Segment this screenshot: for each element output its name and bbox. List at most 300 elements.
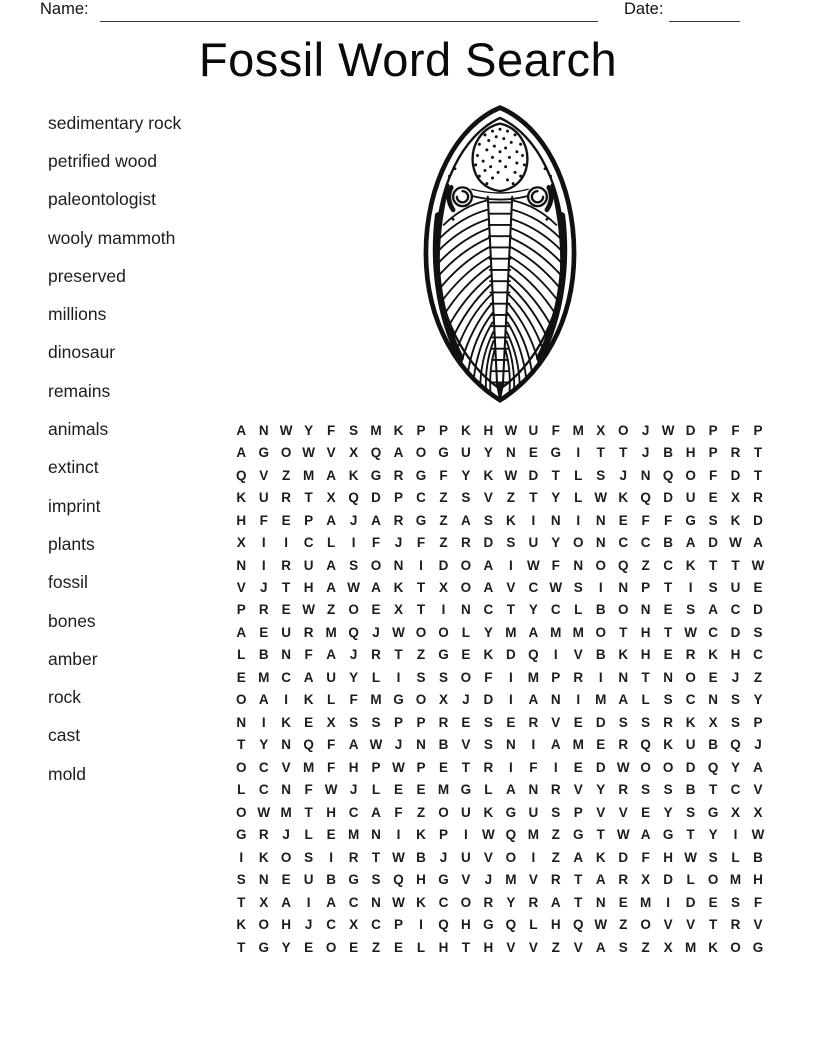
grid-letter: O — [595, 557, 606, 573]
grid-letter: D — [708, 535, 718, 551]
word-list-item: plants — [48, 533, 95, 554]
grid-letter: O — [348, 602, 359, 618]
grid-letter: S — [483, 714, 493, 730]
grid-letter: O — [662, 759, 674, 775]
grid-letter: Q — [528, 647, 539, 663]
grid-letter: N — [550, 692, 561, 708]
grid-letter: K — [685, 557, 696, 573]
grid-letter: I — [396, 827, 401, 843]
grid-letter: G — [258, 445, 269, 461]
grid-letter: I — [531, 512, 536, 528]
grid-letter: R — [438, 714, 449, 730]
grid-letter: Z — [439, 490, 448, 506]
grid-letter: F — [371, 535, 381, 551]
grid-letter: I — [508, 692, 513, 708]
grid-letter: S — [708, 580, 718, 596]
grid-letter: N — [640, 467, 651, 483]
grid-letter: M — [303, 467, 315, 483]
grid-letter: E — [663, 602, 673, 618]
grid-letter: V — [686, 917, 696, 933]
grid-letter: C — [685, 692, 696, 708]
grid-letter: J — [372, 624, 380, 640]
grid-letter: G — [752, 939, 764, 955]
grid-letter: T — [529, 490, 538, 506]
grid-letter: S — [686, 804, 696, 820]
grid-letter: R — [685, 647, 696, 663]
grid-letter: Y — [731, 759, 741, 775]
grid-letter: V — [483, 849, 493, 865]
grid-letter: R — [393, 512, 404, 528]
grid-letter: T — [551, 467, 560, 483]
grid-letter: T — [574, 872, 583, 888]
grid-letter: Z — [506, 490, 515, 506]
grid-letter: W — [482, 827, 495, 843]
grid-letter: P — [394, 917, 404, 933]
grid-letter: I — [688, 580, 693, 596]
grid-letter: V — [573, 782, 583, 798]
grid-letter: M — [572, 422, 584, 438]
grid-letter: D — [528, 467, 539, 483]
grid-letter: I — [419, 557, 423, 573]
word-list-item: bones — [48, 610, 96, 631]
grid-letter: E — [326, 827, 336, 843]
grid-letter: I — [329, 849, 333, 865]
grid-letter: C — [348, 804, 359, 820]
grid-letter: V — [596, 804, 606, 820]
grid-letter: S — [371, 872, 381, 888]
grid-letter: X — [641, 872, 651, 888]
grid-letter: O — [617, 602, 629, 618]
word-list-item: sedimentary rock — [48, 112, 182, 133]
grid-letter: L — [574, 490, 583, 506]
grid-letter: O — [280, 445, 292, 461]
grid-letter: M — [729, 872, 742, 888]
grid-letter: M — [280, 804, 292, 820]
grid-letter: R — [528, 894, 539, 910]
grid-letter: B — [416, 849, 426, 865]
grid-letter: Q — [730, 737, 741, 753]
grid-letter: V — [551, 714, 561, 730]
grid-letter: A — [550, 737, 561, 753]
grid-letter: A — [618, 692, 629, 708]
grid-letter: O — [460, 580, 472, 596]
grid-letter: D — [685, 759, 696, 775]
grid-letter: Y — [461, 467, 471, 483]
grid-letter: A — [326, 647, 336, 663]
grid-letter: C — [730, 602, 741, 618]
grid-letter: S — [663, 692, 673, 708]
grid-letter: U — [326, 669, 336, 685]
grid-letter: K — [708, 939, 718, 955]
grid-letter: P — [416, 422, 426, 438]
grid-letter: T — [664, 624, 673, 640]
grid-letter: V — [753, 917, 763, 933]
grid-letter: E — [461, 714, 471, 730]
grid-letter: A — [753, 535, 763, 551]
grid-letter: X — [326, 490, 336, 506]
grid-letter: C — [708, 624, 718, 640]
grid-letter: V — [483, 490, 493, 506]
grid-letter: W — [257, 804, 271, 820]
grid-letter: L — [686, 872, 695, 888]
name-input-line[interactable] — [100, 2, 598, 22]
word-list-item: paleontologist — [48, 189, 156, 210]
grid-letter: V — [573, 939, 583, 955]
grid-letter: H — [640, 647, 651, 663]
grid-letter: F — [326, 737, 336, 753]
grid-letter: M — [505, 872, 517, 888]
grid-letter: O — [258, 917, 269, 933]
grid-letter: P — [304, 512, 314, 528]
grid-letter: Y — [753, 692, 763, 708]
grid-letter: Q — [348, 490, 359, 506]
grid-letter: T — [461, 939, 471, 955]
grid-letter: L — [416, 939, 426, 955]
grid-letter: S — [708, 849, 718, 865]
grid-letter: E — [573, 759, 583, 775]
grid-letter: M — [527, 669, 539, 685]
grid-letter: C — [326, 917, 336, 933]
grid-letter: O — [235, 692, 247, 708]
grid-letter: O — [460, 669, 472, 685]
grid-letter: H — [663, 849, 674, 865]
grid-letter: F — [394, 804, 403, 820]
grid-letter: T — [237, 737, 246, 753]
grid-letter: H — [550, 917, 561, 933]
grid-letter: D — [595, 714, 606, 730]
grid-letter: O — [325, 939, 337, 955]
grid-letter: B — [663, 535, 674, 551]
grid-letter: L — [641, 692, 650, 708]
grid-letter: Z — [416, 804, 426, 820]
grid-letter: U — [730, 580, 741, 596]
grid-letter: T — [753, 467, 763, 483]
grid-letter: P — [708, 445, 718, 461]
grid-letter: Q — [573, 917, 584, 933]
grid-letter: W — [616, 827, 630, 843]
grid-letter: E — [528, 445, 538, 461]
word-list-item: fossil — [48, 572, 88, 593]
grid-letter: S — [438, 669, 448, 685]
grid-letter: W — [594, 917, 608, 933]
grid-letter: C — [348, 894, 359, 910]
grid-letter: R — [483, 894, 494, 910]
grid-letter: M — [527, 827, 539, 843]
grid-letter: F — [753, 894, 763, 910]
grid-letter: P — [438, 422, 448, 438]
grid-letter: W — [504, 467, 518, 483]
grid-letter: U — [685, 490, 696, 506]
grid-letter: G — [662, 827, 674, 843]
grid-letter: U — [461, 445, 471, 461]
grid-letter: R — [528, 714, 539, 730]
word-list-item: extinct — [48, 457, 99, 478]
grid-letter: O — [280, 849, 292, 865]
grid-letter: I — [284, 692, 289, 708]
grid-letter: N — [371, 894, 381, 910]
grid-letter: E — [394, 782, 404, 798]
grid-letter: K — [236, 917, 247, 933]
grid-letter: N — [595, 512, 606, 528]
grid-letter: E — [596, 737, 606, 753]
grid-letter: H — [303, 580, 314, 596]
grid-letter: K — [416, 827, 426, 843]
grid-letter: B — [258, 647, 269, 663]
grid-letter: R — [281, 490, 292, 506]
grid-letter: I — [351, 535, 356, 551]
grid-letter: F — [529, 759, 538, 775]
grid-letter: K — [303, 692, 314, 708]
grid-letter: T — [619, 624, 628, 640]
grid-letter: K — [461, 422, 471, 438]
grid-letter: B — [753, 849, 763, 865]
grid-letter: X — [731, 490, 741, 506]
grid-letter: G — [235, 827, 247, 843]
grid-letter: W — [684, 849, 697, 865]
grid-letter: J — [439, 849, 448, 865]
grid-letter: H — [753, 872, 763, 888]
grid-letter: S — [663, 782, 673, 798]
grid-letter: R — [281, 557, 292, 573]
grid-letter: H — [483, 939, 494, 955]
grid-letter: D — [663, 490, 674, 506]
grid-letter: J — [349, 512, 358, 528]
grid-letter: M — [572, 737, 584, 753]
grid-letter: R — [550, 782, 561, 798]
grid-letter: G — [393, 692, 404, 708]
grid-letter: F — [708, 467, 718, 483]
date-input-line[interactable] — [669, 2, 740, 22]
grid-letter: I — [261, 557, 266, 573]
grid-letter: O — [235, 759, 247, 775]
page-title: Fossil Word Search — [198, 33, 618, 86]
grid-letter: M — [303, 759, 315, 775]
grid-letter: W — [324, 782, 338, 798]
grid-letter: S — [236, 872, 246, 888]
grid-letter: P — [394, 490, 404, 506]
grid-letter: N — [595, 894, 606, 910]
grid-letter: F — [416, 535, 426, 551]
grid-letter: E — [663, 647, 673, 663]
grid-letter: I — [576, 692, 581, 708]
grid-letter: T — [282, 580, 291, 596]
grid-letter: F — [641, 512, 650, 528]
grid-letter: Y — [483, 445, 493, 461]
grid-letter: A — [258, 692, 269, 708]
grid-letter: Q — [505, 917, 517, 933]
grid-letter: H — [461, 917, 471, 933]
grid-letter: N — [550, 512, 561, 528]
grid-letter: P — [438, 827, 448, 843]
grid-letter: E — [438, 759, 448, 775]
grid-letter: J — [349, 647, 358, 663]
grid-letter: S — [349, 557, 359, 573]
grid-letter: W — [729, 535, 742, 551]
grid-letter: D — [505, 647, 516, 663]
grid-letter: E — [281, 602, 291, 618]
grid-letter: H — [281, 917, 292, 933]
grid-letter: A — [326, 894, 336, 910]
grid-letter: J — [349, 782, 358, 798]
grid-letter: B — [595, 647, 606, 663]
grid-letter: S — [483, 737, 493, 753]
grid-letter: D — [730, 467, 741, 483]
grid-letter: Z — [416, 647, 426, 663]
grid-letter: L — [304, 827, 313, 843]
grid-letter: Q — [640, 737, 651, 753]
grid-letter: T — [237, 939, 246, 955]
grid-letter: I — [531, 849, 536, 865]
grid-letter: Q — [370, 445, 382, 461]
grid-letter: C — [438, 894, 449, 910]
grid-letter: M — [370, 692, 382, 708]
grid-letter: D — [753, 512, 763, 528]
grid-letter: I — [306, 894, 311, 910]
grid-letter: U — [258, 490, 269, 506]
grid-letter: O — [415, 445, 427, 461]
grid-letter: H — [438, 939, 449, 955]
grid-letter: K — [483, 467, 494, 483]
grid-letter: P — [753, 422, 763, 438]
grid-letter: T — [596, 445, 605, 461]
grid-letter: R — [258, 827, 269, 843]
grid-letter: T — [708, 557, 718, 573]
grid-letter: Q — [438, 917, 449, 933]
grid-letter: E — [304, 939, 314, 955]
grid-letter: A — [326, 467, 336, 483]
grid-letter: F — [641, 849, 650, 865]
grid-letter: C — [416, 490, 426, 506]
grid-letter: V — [259, 467, 269, 483]
grid-letter: I — [508, 557, 513, 573]
grid-letter: R — [753, 490, 763, 506]
grid-letter: X — [708, 714, 718, 730]
grid-letter: R — [258, 602, 269, 618]
grid-letter: L — [574, 602, 583, 618]
grid-letter: A — [595, 939, 606, 955]
grid-letter: K — [258, 849, 269, 865]
grid-letter: P — [641, 580, 651, 596]
grid-letter: A — [371, 580, 381, 596]
grid-letter: I — [261, 535, 266, 551]
grid-letter: Y — [596, 782, 606, 798]
grid-letter: L — [326, 535, 336, 551]
grid-letter: R — [730, 917, 741, 933]
grid-letter: E — [618, 894, 628, 910]
grid-letter: H — [685, 445, 696, 461]
date-label: Date: — [624, 0, 664, 18]
grid-letter: M — [437, 782, 450, 798]
grid-letter: O — [460, 557, 472, 573]
grid-letter: I — [576, 445, 581, 461]
grid-letter: H — [640, 624, 651, 640]
grid-letter: F — [259, 512, 268, 528]
grid-letter: N — [258, 422, 269, 438]
grid-letter: Y — [304, 422, 314, 438]
grid-letter: U — [281, 624, 292, 640]
grid-letter: A — [550, 894, 561, 910]
grid-letter: W — [526, 557, 540, 573]
grid-letter: I — [553, 647, 558, 663]
grid-letter: Z — [551, 939, 560, 955]
grid-letter: Q — [393, 872, 404, 888]
grid-letter: T — [506, 602, 515, 618]
grid-letter: W — [549, 580, 563, 596]
grid-letter: F — [551, 557, 560, 573]
grid-letter: E — [236, 669, 246, 685]
grid-letter: Q — [662, 467, 674, 483]
grid-letter: H — [236, 512, 247, 528]
grid-letter: R — [618, 782, 629, 798]
word-list-item: petrified wood — [48, 150, 157, 171]
grid-letter: I — [464, 827, 468, 843]
grid-letter: Q — [235, 467, 247, 483]
grid-letter: A — [483, 580, 494, 596]
name-label: Name: — [40, 0, 89, 18]
grid-letter: J — [304, 917, 313, 933]
grid-letter: F — [439, 467, 448, 483]
grid-letter: T — [596, 827, 605, 843]
grid-letter: I — [598, 669, 603, 685]
grid-letter: F — [349, 692, 358, 708]
grid-letter: P — [236, 602, 246, 618]
grid-letter: O — [460, 894, 472, 910]
grid-letter: N — [371, 827, 381, 843]
grid-letter: T — [461, 759, 471, 775]
grid-letter: E — [708, 894, 718, 910]
grid-letter: W — [594, 490, 608, 506]
grid-letter: R — [371, 647, 381, 663]
grid-letter: O — [617, 422, 629, 438]
grid-letter: N — [595, 535, 606, 551]
grid-letter: Q — [505, 827, 517, 843]
grid-letter: Q — [707, 759, 719, 775]
grid-letter: P — [394, 714, 404, 730]
grid-letter: N — [528, 782, 539, 798]
grid-letter: V — [461, 737, 471, 753]
grid-letter: H — [326, 804, 336, 820]
grid-letter: I — [666, 894, 671, 910]
grid-letter: L — [731, 849, 740, 865]
grid-letter: L — [529, 917, 538, 933]
grid-letter: Z — [371, 939, 381, 955]
grid-letter: N — [505, 445, 516, 461]
grid-letter: W — [369, 737, 383, 753]
letter-grid[interactable] — [230, 419, 769, 958]
grid-letter: N — [640, 602, 651, 618]
grid-letter: Y — [483, 624, 493, 640]
grid-letter: Y — [663, 804, 673, 820]
grid-letter: G — [438, 445, 449, 461]
grid-letter: W — [392, 894, 405, 910]
grid-letter: X — [438, 692, 448, 708]
grid-letter: N — [505, 737, 516, 753]
grid-letter: O — [370, 557, 382, 573]
grid-letter: E — [281, 872, 291, 888]
grid-letter: G — [415, 512, 427, 528]
grid-letter: T — [416, 602, 426, 618]
grid-letter: O — [438, 804, 449, 820]
grid-letter: J — [282, 827, 290, 843]
grid-letter: Z — [551, 849, 560, 865]
grid-letter: R — [618, 737, 629, 753]
grid-letter: D — [595, 759, 606, 775]
grid-letter: Z — [282, 467, 291, 483]
word-list — [48, 104, 181, 793]
grid-letter: I — [239, 849, 244, 865]
grid-letter: G — [707, 804, 719, 820]
grid-letter: W — [279, 422, 293, 438]
